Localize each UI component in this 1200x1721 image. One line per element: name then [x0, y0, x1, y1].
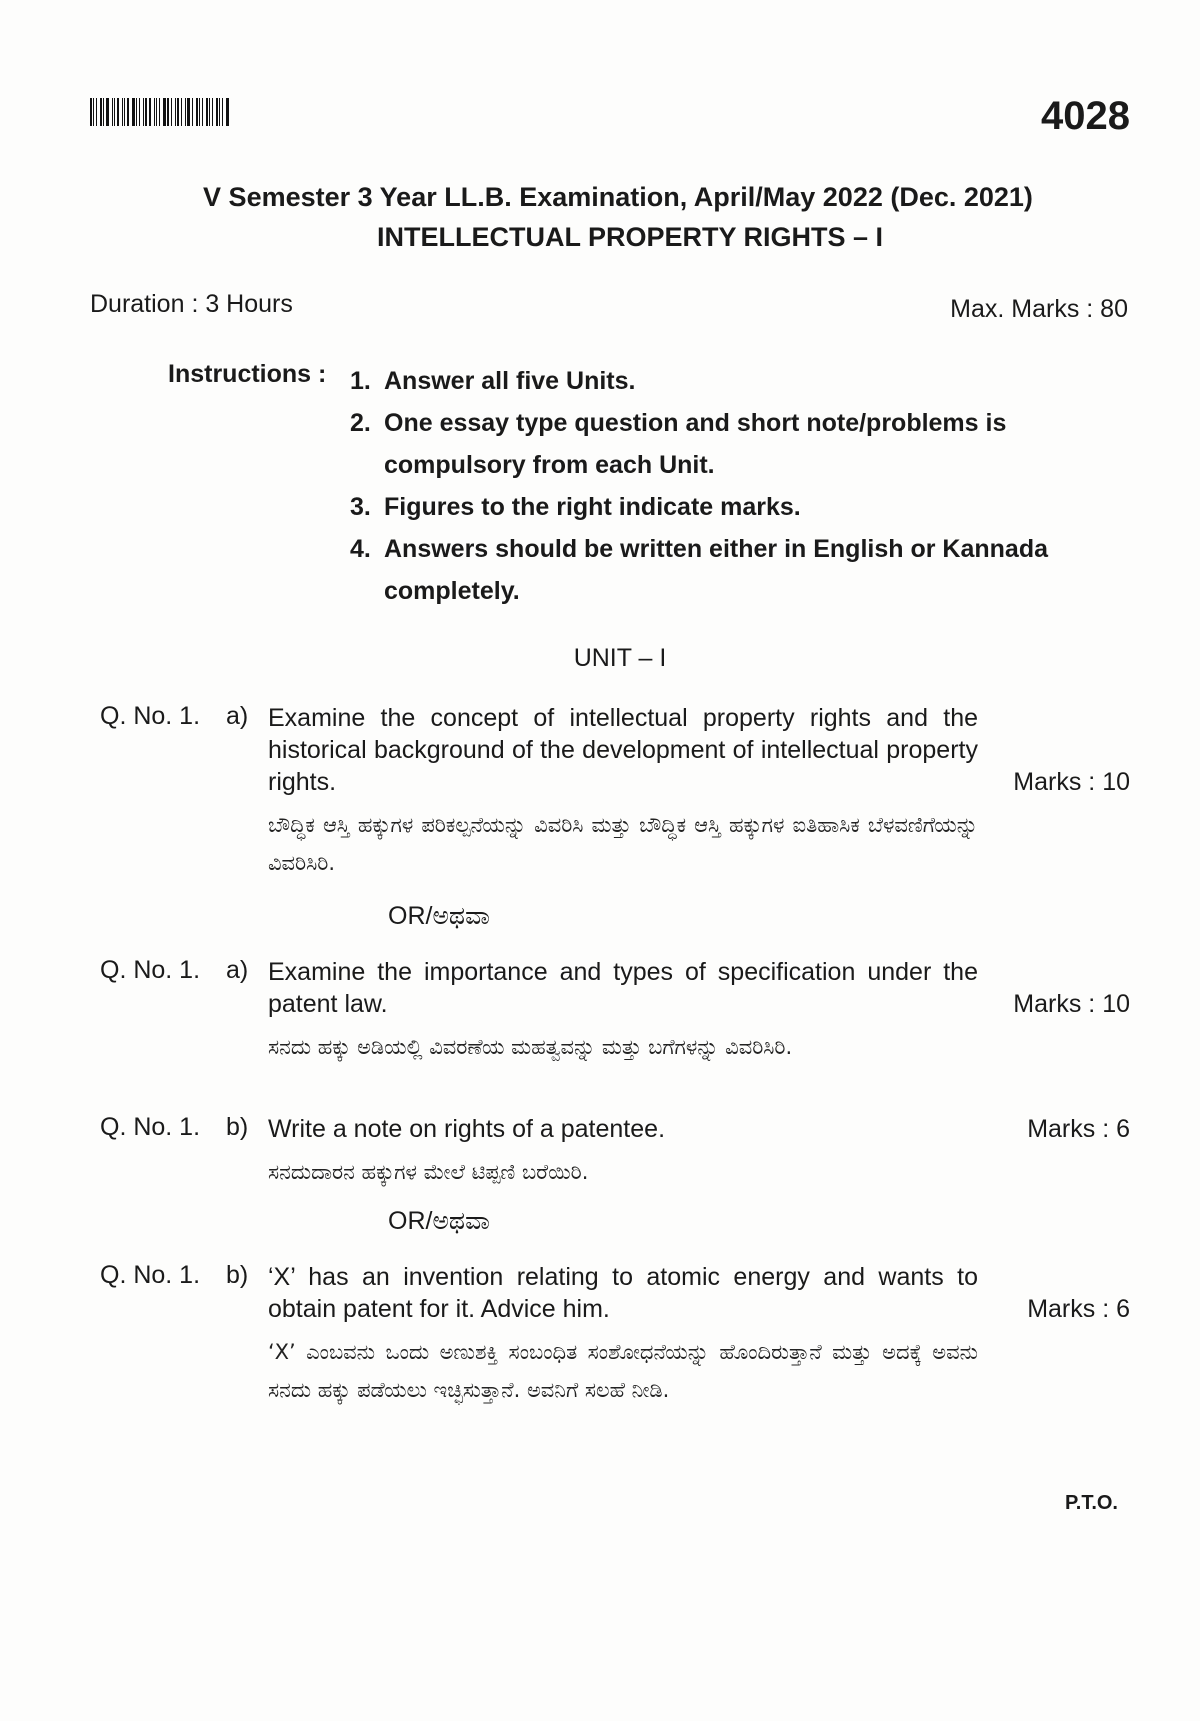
question-text-kannada: ‘X’ ಎಂಬವನು ಒಂದು ಅಣುಶಕ್ತಿ ಸಂಬಂಧಿತ ಸಂಶೋಧನೆಯನ್ನು ಹೊಂದಿರುತ್ತಾನೆ ಮತ್ತು ಅದಕ್ಕೆ ಅವನು ಸನದು ಹಕ್ಕು ಪಡೆಯಲು ಇಚ್ಛಿಸುತ್ತಾನೆ. ಅವನಿಗೆ ಸಲಹೆ ನೀಡಿ. — [268, 1340, 978, 1402]
question-marks: Marks : 10 — [1013, 768, 1130, 796]
question-text-english: Examine the concept of intellectual property rights and the historical background of the development of intellectual property rights. — [268, 704, 978, 796]
barcode-bar — [132, 98, 135, 126]
paper-code: 4028 — [1041, 94, 1130, 138]
barcode-bar — [96, 98, 97, 126]
question-text-english: ‘X’ has an invention relating to atomic energy and wants to obtain patent for it. Advice him. — [268, 1263, 978, 1323]
instruction-item — [350, 528, 1100, 612]
question-number: Q. No. 1. — [100, 702, 201, 730]
instruction-item — [350, 486, 1100, 528]
question-marks: Marks : 10 — [1013, 990, 1130, 1018]
barcode-bar — [93, 98, 94, 126]
barcode-bar — [122, 98, 123, 126]
question-number: Q. No. 1. — [100, 1113, 201, 1141]
barcode-bar — [199, 98, 200, 126]
question-part: a) — [226, 702, 249, 730]
or-divider: OR/ಅಥವಾ — [388, 1207, 490, 1235]
barcode-bar — [202, 98, 203, 126]
barcode-bar — [156, 98, 157, 126]
unit-heading: UNIT – I — [573, 644, 667, 672]
barcode-bar — [163, 98, 166, 126]
barcode-bar — [171, 98, 172, 126]
barcode-bar — [143, 98, 144, 126]
barcode-bar — [209, 98, 210, 126]
instruction-text: Figures to the right indicate marks. — [384, 493, 801, 521]
barcode-bar — [149, 98, 151, 126]
question-text-kannada: ಸನದು ಹಕ್ಕು ಅಡಿಯಲ್ಲಿ ವಿವರಣೆಯ ಮಹತ್ವವನ್ನು ಮತ್ತು ಬಗೆಗಳನ್ನು ವಿವರಿಸಿರಿ. — [268, 1035, 793, 1059]
barcode-bar — [145, 98, 147, 126]
question-number: Q. No. 1. — [100, 1261, 201, 1289]
barcode-bar — [117, 98, 119, 126]
barcode-bar — [212, 98, 213, 126]
instruction-number: 1. — [350, 367, 371, 395]
barcode-bar — [216, 98, 218, 126]
barcode-bar — [206, 98, 208, 126]
barcode-bar — [159, 98, 160, 126]
instruction-text: Answers should be written either in English or Kannada completely. — [384, 535, 1048, 605]
barcode-bar — [90, 98, 92, 126]
question-text-kannada: ಸನದುದಾರನ ಹಕ್ಕುಗಳ ಮೇಲೆ ಟಿಪ್ಪಣಿ ಬರೆಯಿರಿ. — [268, 1160, 589, 1184]
barcode-bar — [112, 98, 113, 126]
question-text-kannada: ಬೌದ್ಧಿಕ ಆಸ್ತಿ ಹಕ್ಕುಗಳ ಪರಿಕಲ್ಪನೆಯನ್ನು ವಿವರಿಸಿ ಮತ್ತು ಬೌದ್ಧಿಕ ಆಸ್ತಿ ಹಕ್ಕುಗಳ ಐತಿಹಾಸಿಕ ಬೆಳವಣಿಗೆಯನ್ನು ವಿವರಿಸಿರಿ. — [268, 813, 978, 875]
barcode-bar — [136, 98, 137, 126]
barcode-bar — [154, 98, 155, 126]
barcode-bar — [222, 98, 223, 126]
barcode-bar — [103, 98, 104, 126]
question-text-english: Examine the importance and types of specification under the patent law. — [268, 958, 978, 1018]
max-marks: Max. Marks : 80 — [950, 295, 1128, 323]
barcode-bar — [114, 98, 115, 126]
instruction-text: Answer all five Units. — [384, 367, 636, 395]
barcode-bar — [106, 98, 109, 126]
barcode-bar — [177, 98, 179, 126]
barcode — [90, 98, 235, 126]
or-divider: OR/ಅಥವಾ — [388, 902, 490, 930]
barcode-bar — [100, 98, 102, 126]
page-turn-over: P.T.O. — [1065, 1492, 1118, 1514]
instructions-list — [350, 360, 1100, 612]
duration: Duration : 3 Hours — [90, 290, 293, 318]
subject-title: INTELLECTUAL PROPERTY RIGHTS – I — [376, 222, 884, 252]
question-part: a) — [226, 956, 249, 984]
instruction-number: 3. — [350, 493, 371, 521]
barcode-bar — [185, 98, 186, 126]
question-body — [268, 1261, 978, 1409]
instructions-label: Instructions : — [168, 360, 327, 388]
instruction-item — [350, 360, 1100, 402]
barcode-bar — [139, 98, 140, 126]
question-part: b) — [226, 1113, 249, 1141]
question-marks: Marks : 6 — [1027, 1295, 1130, 1323]
barcode-bar — [196, 98, 198, 126]
barcode-bar — [187, 98, 190, 126]
barcode-bar — [226, 98, 229, 126]
instruction-number: 4. — [350, 535, 371, 563]
question-body — [268, 1113, 978, 1191]
barcode-bar — [192, 98, 193, 126]
barcode-bar — [124, 98, 125, 126]
question-marks: Marks : 6 — [1027, 1115, 1130, 1143]
barcode-bar — [127, 98, 129, 126]
question-number: Q. No. 1. — [100, 956, 201, 984]
instruction-item — [350, 402, 1100, 486]
question-part: b) — [226, 1261, 249, 1289]
barcode-bar — [175, 98, 176, 126]
question-body — [268, 702, 978, 882]
instruction-number: 2. — [350, 409, 371, 437]
exam-title: V Semester 3 Year LL.B. Examination, April/May 2022 (Dec. 2021) — [203, 182, 1033, 212]
barcode-bar — [219, 98, 220, 126]
instruction-text: One essay type question and short note/problems is compulsory from each Unit. — [384, 409, 1007, 479]
barcode-bar — [181, 98, 182, 126]
question-text-english: Write a note on rights of a patentee. — [268, 1115, 666, 1143]
question-body — [268, 956, 978, 1066]
barcode-bar — [167, 98, 169, 126]
